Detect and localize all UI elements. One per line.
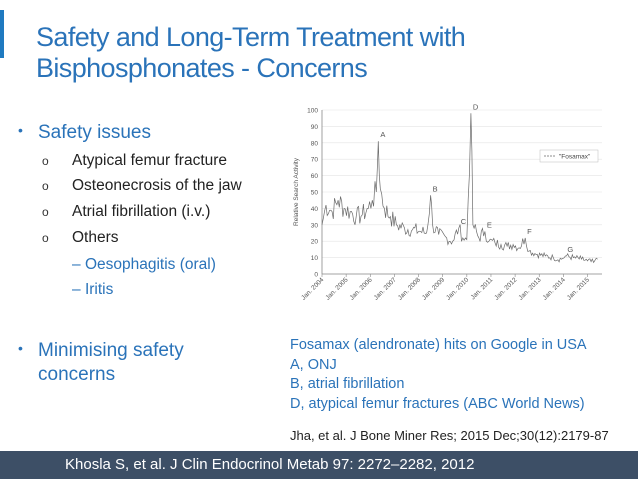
accent-bar (0, 10, 4, 58)
x-tick-label: Jan. 2012 (493, 276, 519, 302)
x-tick-label: Jan. 2006 (348, 276, 374, 302)
legend-label: "Fosamax" (559, 153, 591, 161)
search-activity-chart (286, 102, 612, 312)
y-tick-label: 100 (307, 107, 318, 115)
x-tick-label: Jan. 2004 (300, 276, 326, 302)
y-tick-label: 80 (310, 140, 318, 148)
y-tick-label: 60 (310, 173, 318, 181)
y-axis-label: Relative Search Activity (293, 158, 300, 226)
bullet-icon: • (18, 340, 23, 356)
others-item (72, 281, 113, 299)
minimising-bullet (18, 336, 184, 387)
sub-bullet-icon: o (42, 205, 49, 219)
y-tick-label: 0 (314, 271, 318, 279)
dash-icon: – (72, 281, 81, 298)
y-tick-label: 50 (310, 189, 318, 197)
list-item (42, 152, 227, 170)
sub-bullet-icon: o (42, 179, 49, 193)
x-tick-label: Jan. 2014 (541, 276, 567, 302)
safety-issues-bullet (18, 122, 151, 144)
x-tick-label: Jan. 2009 (420, 276, 447, 302)
chart-legend (540, 150, 598, 162)
title-line-2: Bisphosphonates - Concerns (36, 53, 368, 83)
list-item-label: Others (72, 229, 119, 246)
x-tick-label: Jan. 2015 (565, 276, 591, 302)
x-tick-label: Jan. 2011 (469, 276, 495, 302)
x-tick-label: Jan. 2005 (324, 276, 350, 302)
annotation-label: C (460, 217, 467, 227)
y-tick-label: 30 (310, 222, 318, 230)
chart-annotations (380, 102, 573, 254)
caption-line-4: D, atypical femur fractures (ABC World News) (290, 395, 585, 412)
dash-icon: – (72, 256, 81, 273)
annotation-label: B (432, 184, 438, 194)
y-tick-label: 40 (310, 205, 318, 213)
khosla-reference: Khosla S, et al. J Clin Endocrinol Metab 97: 2272–2282, 2012 (65, 456, 475, 473)
list-item-label: Osteonecrosis of the jaw (72, 177, 242, 194)
y-tick-label: 10 (310, 255, 318, 263)
page-title (36, 22, 596, 84)
bullet-icon: • (18, 122, 23, 138)
y-tick-label: 20 (310, 238, 318, 246)
y-tick-label: 90 (310, 123, 318, 131)
list-item-label: Atrial fibrillation (i.v.) (72, 203, 211, 220)
minimising-line-2: concerns (38, 364, 116, 385)
y-tick-label: 70 (310, 156, 318, 164)
chart-series (322, 113, 598, 262)
list-item (42, 177, 242, 195)
footer-bar (0, 451, 638, 479)
series-line (322, 113, 598, 262)
others-item-label: Oesophagitis (oral) (84, 256, 216, 273)
chart-grid (322, 110, 602, 274)
annotation-label: D (472, 102, 479, 112)
caption-line-1: Fosamax (alendronate) hits on Google in USA (290, 337, 587, 353)
title-line-1: Safety and Long-Term Treatment with (36, 22, 466, 52)
sub-bullet-icon: o (42, 154, 49, 168)
list-item (42, 203, 210, 221)
chart-ticks (293, 108, 591, 302)
caption-line-3: B, atrial fibrillation (290, 376, 405, 392)
others-item-label: Iritis (84, 281, 114, 298)
sub-bullet-icon: o (42, 231, 49, 245)
x-tick-label: Jan. 2013 (517, 276, 543, 302)
list-item-label: Atypical femur fracture (72, 152, 228, 169)
chart-caption (290, 336, 587, 414)
x-tick-label: Jan. 2008 (396, 276, 422, 302)
list-item (42, 229, 119, 247)
annotation-label: A (380, 130, 386, 140)
safety-issues-heading: Safety issues (38, 122, 151, 143)
annotation-label: F (527, 226, 532, 236)
others-item (72, 256, 216, 274)
jha-reference: Jha, et al. J Bone Miner Res; 2015 Dec;30(12):2179-87 (290, 428, 609, 443)
annotation-label: G (567, 244, 574, 254)
x-tick-label: Jan. 2010 (445, 276, 471, 302)
minimising-line-1: Minimising safety (38, 340, 184, 361)
x-tick-label: Jan. 2007 (372, 276, 398, 302)
caption-line-2: A, ONJ (290, 356, 337, 373)
annotation-label: E (486, 220, 492, 230)
